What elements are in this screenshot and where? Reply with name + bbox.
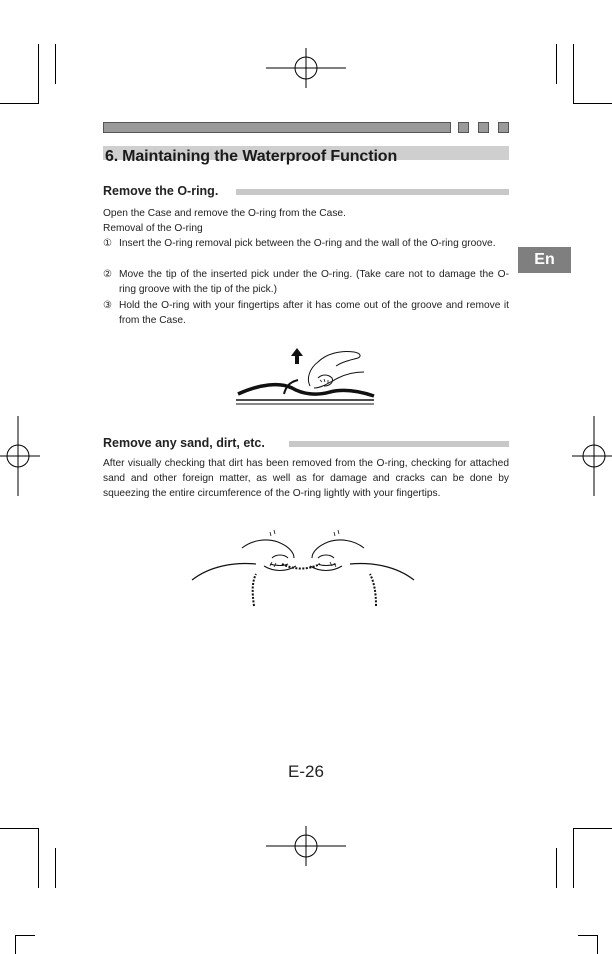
section-title-text: Maintaining the Waterproof Function [122, 148, 398, 165]
step-item [103, 236, 509, 266]
header-bar [103, 122, 451, 133]
oring-squeeze-illustration [190, 520, 416, 612]
header-square [478, 122, 489, 133]
intro-line: Removal of the O-ring [103, 223, 203, 234]
registration-mark-top [266, 48, 346, 88]
registration-mark-bottom [266, 826, 346, 866]
section-title [105, 146, 397, 168]
subsection-rule [289, 441, 509, 447]
step-text: Hold the O-ring with your fingertips after it has come out of the groove and remove it from the Case. [119, 300, 509, 327]
header-square [498, 122, 509, 133]
step-text: Move the tip of the inserted pick under the O-ring. (Take care not to damage the O-ring groove with the tip of the pick.) [119, 269, 509, 296]
language-tab: En [518, 247, 571, 273]
body-paragraph: After visually checking that dirt has been removed from the O-ring, checking for attached sand and other foreign matter, as well as for damage and cracks can be done by squeezing the entire circumference of the O-ring lightly with your fingertips. [103, 458, 509, 500]
subsection-rule [236, 189, 509, 195]
step-item [103, 267, 509, 297]
header-square [458, 122, 469, 133]
step-marker: ② [103, 269, 113, 280]
oring-removal-illustration [230, 342, 380, 412]
step-item [103, 298, 509, 328]
registration-mark-right [572, 416, 612, 496]
subsection-heading-remove-oring: Remove the O-ring. [103, 184, 219, 198]
step-marker: ① [103, 238, 113, 249]
registration-mark-left [0, 416, 40, 496]
page-number: E-26 [288, 762, 324, 781]
intro-line: Open the Case and remove the O-ring from the Case. [103, 208, 346, 219]
step-marker: ③ [103, 300, 113, 311]
step-text: Insert the O-ring removal pick between the O-ring and the wall of the O-ring groove. [119, 238, 496, 249]
subsection-heading-remove-sand: Remove any sand, dirt, etc. [103, 436, 265, 450]
section-number: 6. [105, 148, 119, 165]
